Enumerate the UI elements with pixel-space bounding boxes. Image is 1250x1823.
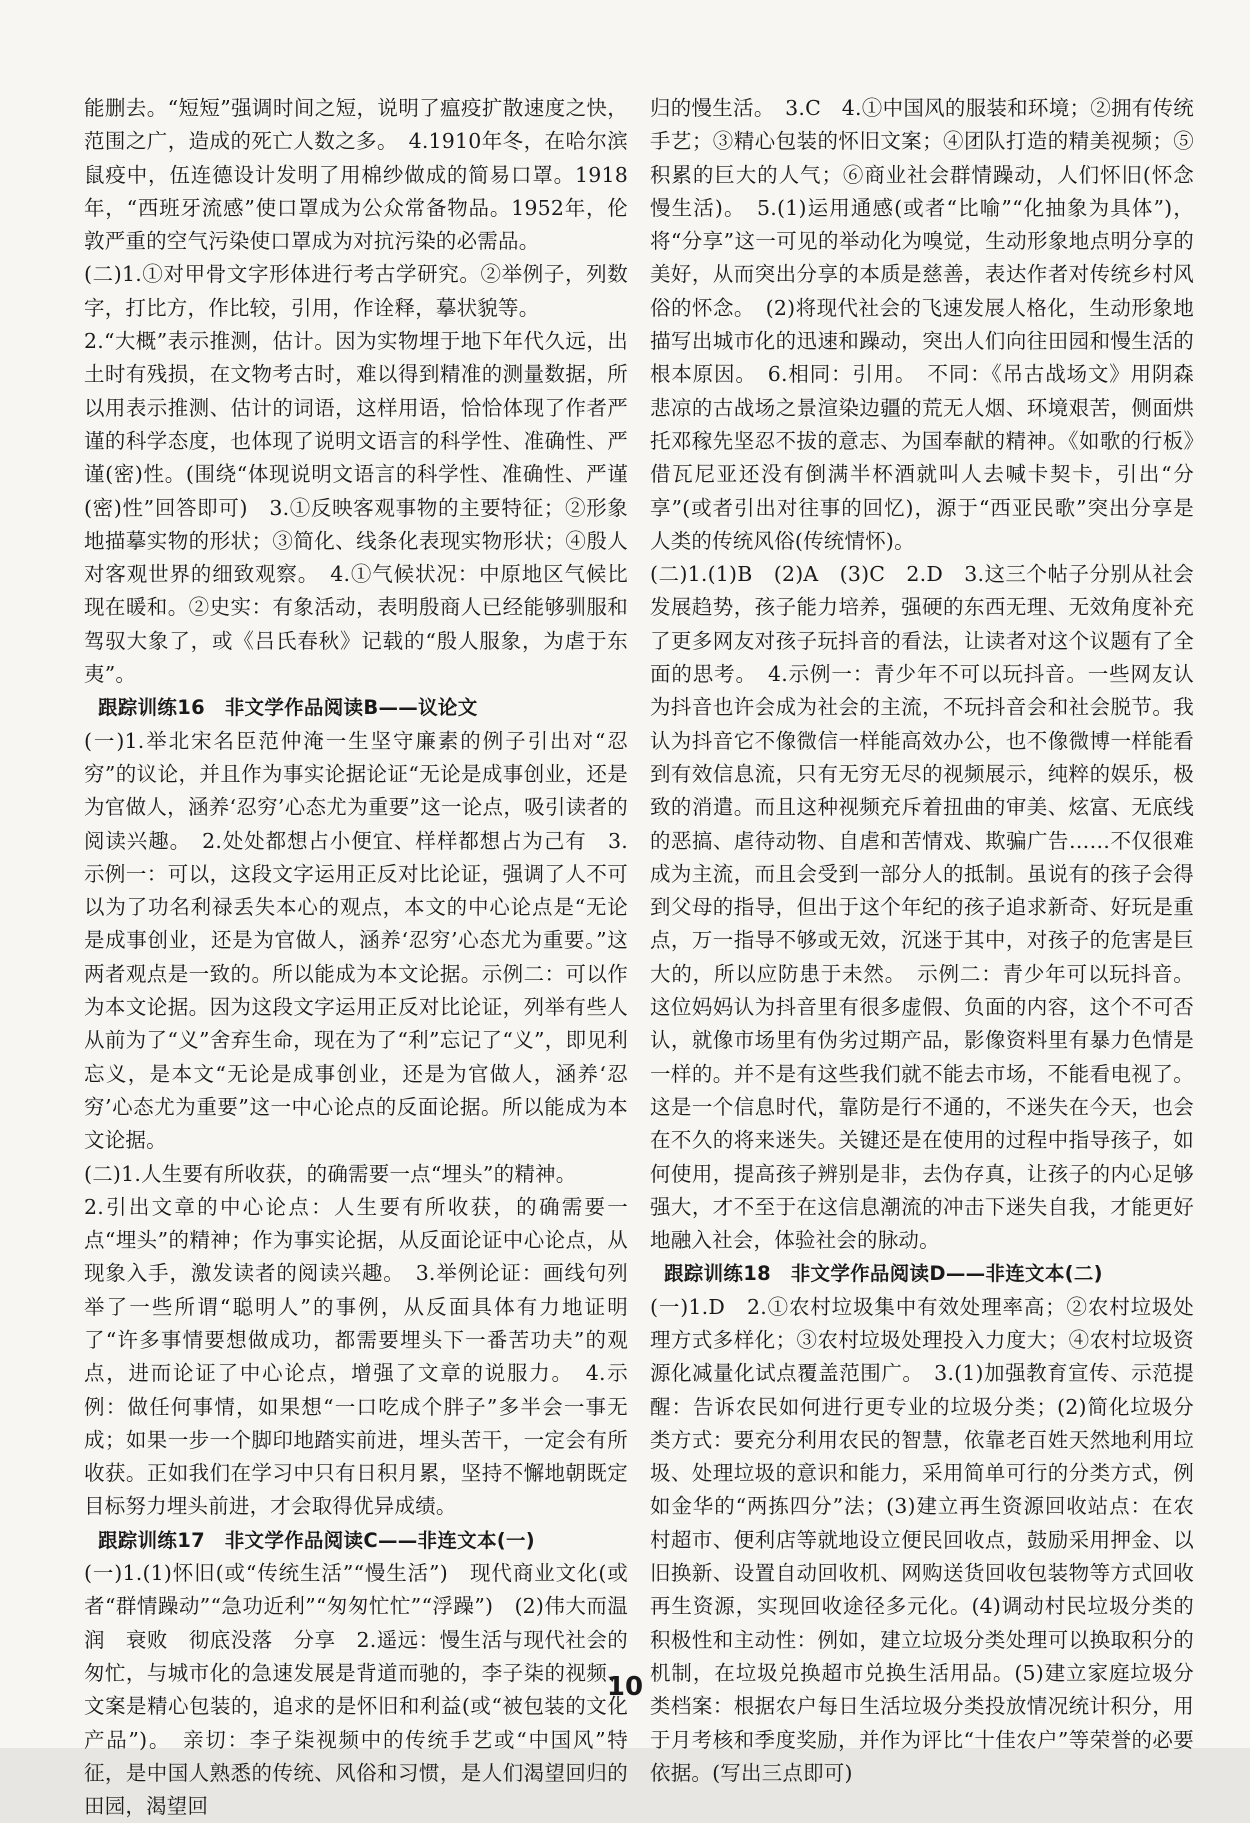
section-heading-18: 跟踪训练18 非文学作品阅读D——非连文本(二) — [664, 1262, 1103, 1286]
two-column-layout — [84, 92, 1194, 1819]
paragraph: (二)1.(1)B (2)A (3)C 2.D 3.这三个帖子分别从社会发展趋势，孩子能力培养，强硬的东西无理、无效角度补充了更多网友对孩子玩抖音的看法，让读者对这个议题有了全面的思考。 4.示例一：青少年不可以玩抖音。一些网友认为抖音也许会成为社会的主流，不玩抖音会和社会脱节。我认为抖音它不像微信一样能高效办公，也不像微博一样能看到有效信息流，只有无穷无尽的视频展示，纯粹的娱乐，极致的消遣。而且这种视频充斥着扭曲的审美、炫富、无底线的恶搞、虐待动物、自虐和苦情戏、欺骗广告……不仅很难成为主流，而且会受到一部分人的抵制。虽说有的孩子会得到父母的指导，但出于这个年纪的孩子追求新奇、好玩是重点，万一指导不够或无效，沉迷于其中，对孩子的危害是巨大的，所以应防患于未然。 示例二：青少年可以玩抖音。这位妈妈认为抖音里有很多虚假、负面的内容，这个不可否认，就像市场里有伪劣过期产品，影像资料里有暴力色情是一样的。并不是有这些我们就不能去市场，不能看电视了。这是一个信息时代，靠防是行不通的，不迷失在今天，也会在不久的将来迷失。关键还是在使用的过程中指导孩子，如何使用，提高孩子辨别是非，去伪存真，让孩子的内心足够强大，才不至于在这信息潮流的冲击下迷失自我，才能更好地融入社会，体验社会的脉动。 — [650, 562, 1194, 1253]
paragraph: (二)1.①对甲骨文字形体进行考古学研究。②举例子，列数字，打比方，作比较，引用，作诠释，摹状貌等。 — [84, 262, 628, 320]
paragraph: 归的慢生活。 3.C 4.①中国风的服装和环境；②拥有传统手艺；③精心包装的怀旧文案；④团队打造的精美视频；⑤积累的巨大的人气；⑥商业社会群情躁动，人们怀旧(怀念慢生活)。 5.(1)运用通感(或者“比喻”“化抽象为具体”)，将“分享”这一可见的举动化为嗅觉，生动形象地点明分享的美好，从而突出分享的本质是慈善，表达作者对传统乡村风俗的怀念。 (2)将现代社会的飞速发展人格化，生动形象地描写出城市化的迅速和躁动，突出人们向往田园和慢生活的根本原因。 6.相同：引用。 不同：《吊古战场文》用阴森悲凉的古战场之景渲染边疆的荒无人烟、环境艰苦，侧面烘托邓稼先坚忍不拔的意志、为国奉献的精神。《如歌的行板》借瓦尼亚还没有倒满半杯酒就叫人去喊卡契卡，引出“分享”(或者引出对往事的回忆)，源于“西亚民歌”突出分享是人类的传统风俗(传统情怀)。 — [650, 96, 1194, 553]
section-heading-16: 跟踪训练16 非文学作品阅读B——议论文 — [98, 696, 478, 720]
paragraph: 2.引出文章的中心论点：人生要有所收获，的确需要一点“埋头”的精神；作为事实论据，从反面论证中心论点，从现象入手，激发读者的阅读兴趣。 3.举例论证：画线句列举了一些所谓“聪明人”的事例，从反面具体有力地证明了“许多事情要想做成功，都需要埋头下一番苦功夫”的观点，进而论证了中心论点，增强了文章的说服力。 4.示例：做任何事情，如果想“一口吃成个胖子”多半会一事无成；如果一步一个脚印地踏实前进，埋头苦干，一定会有所收获。正如我们在学习中只有日积月累，坚持不懈地朝既定目标努力埋头前进，才会取得优异成绩。 — [84, 1194, 628, 1519]
section-heading-17: 跟踪训练17 非文学作品阅读C——非连文本(一) — [98, 1528, 535, 1552]
paragraph: 能删去。“短短”强调时间之短，说明了瘟疫扩散速度之快，范围之广，造成的死亡人数之多。 4.1910年冬，在哈尔滨鼠疫中，伍连德设计发明了用棉纱做成的简易口罩。1918年，“西班牙流感”使口罩成为公众常备物品。1952年，伦敦严重的空气污染使口罩成为对抗污染的必需品。 — [84, 96, 628, 254]
paragraph: (二)1.人生要有所收获，的确需要一点“埋头”的精神。 — [84, 1161, 577, 1186]
paragraph: (一)1.D 2.①农村垃圾集中有效处理率高；②农村垃圾处理方式多样化；③农村垃圾处理投入力度大；④农村垃圾资源化减量化试点覆盖范围广。 3.(1)加强教育宣传、示范提醒：告诉农民如何进行更专业的垃圾分类；(2)简化垃圾分类方式：要充分利用农民的智慧，依靠老百姓天然地利用垃圾、处理垃圾的意识和能力，采用简单可行的分类方式，例如金华的“两拣四分”法；(3)建立再生资源回收站点：在农村超市、便利店等就地设立便民回收点，鼓励采用押金、以旧换新、设置自动回收机、网购送货回收包装物等方式回收再生资源，实现回收途径多元化。(4)调动村民垃圾分类的积极性和主动性：例如，建立垃圾分类处理可以换取积分的机制，在垃圾兑换超市兑换生活用品。(5)建立家庭垃圾分类档案：根据农户每日生活垃圾分类投放情况统计积分，用于月考核和季度奖励，并作为评比“十佳农户”等荣誉的必要依据。(写出三点即可) — [650, 1294, 1194, 1785]
paragraph: 2.“大概”表示推测，估计。因为实物埋于地下年代久远，出土时有残损，在文物考古时，难以得到精准的测量数据，所以用表示推测、估计的词语，这样用语，恰恰体现了作者严谨的科学态度，也体现了说明文语言的科学性、准确性、严谨(密)性。(围绕“体现说明文语言的科学性、准确性、严谨(密)性”回答即可) 3.①反映客观事物的主要特征；②形象地描摹实物的形状；③简化、线条化表现实物形状；④殷人对客观世界的细致观察。 4.①气候状况：中原地区气候比现在暖和。②史实：有象活动，表明殷商人已经能够驯服和驾驭大象了，或《吕氏春秋》记载的“殷人服象，为虐于东夷”。 — [84, 329, 628, 687]
right-column — [650, 92, 1194, 1785]
paragraph: (一)1.(1)怀旧(或“传统生活”“慢生活”) 现代商业文化(或者“群情躁动”“急功近利”“匆匆忙忙”“浮躁”) (2)伟大而温润 衰败 彻底没落 分享 2.遥远：慢生活与现代社会的匆忙，与城市化的急速发展是背道而驰的，李子柒的视频、文案是精心包装的，追求的是怀旧和利益(或“被包装的文化产品”)。 亲切：李子柒视频中的传统手艺或“中国风”特征，是中国人熟悉的传统、风俗和习惯，是人们渴望回归的田园，渴望回 — [84, 1561, 628, 1819]
paragraph: (一)1.举北宋名臣范仲淹一生坚守廉素的例子引出对“忍穷”的议论，并且作为事实论据论证“无论是成事创业，还是为官做人，涵养‘忍穷’心态尤为重要”这一论点，吸引读者的阅读兴趣。 2.处处都想占小便宜、样样都想占为己有 3.示例一：可以，这段文字运用正反对比论证，强调了人不可以为了功名利禄丢失本心的观点，本文的中心论点是“无论是成事创业，还是为官做人，涵养‘忍穷’心态尤为重要。”这两者观点是一致的。所以能成为本文论据。示例二：可以作为本文论据。因为这段文字运用正反对比论证，列举有些人从前为了“义”舍弃生命，现在为了“利”忘记了“义”，即见利忘义，是本文“无论是成事创业，还是为官做人，涵养‘忍穷’心态尤为重要”这一中心论点的反面论据。所以能成为本文论据。 — [84, 728, 628, 1153]
page-number: 10 — [606, 1672, 644, 1702]
left-column — [84, 92, 628, 1819]
